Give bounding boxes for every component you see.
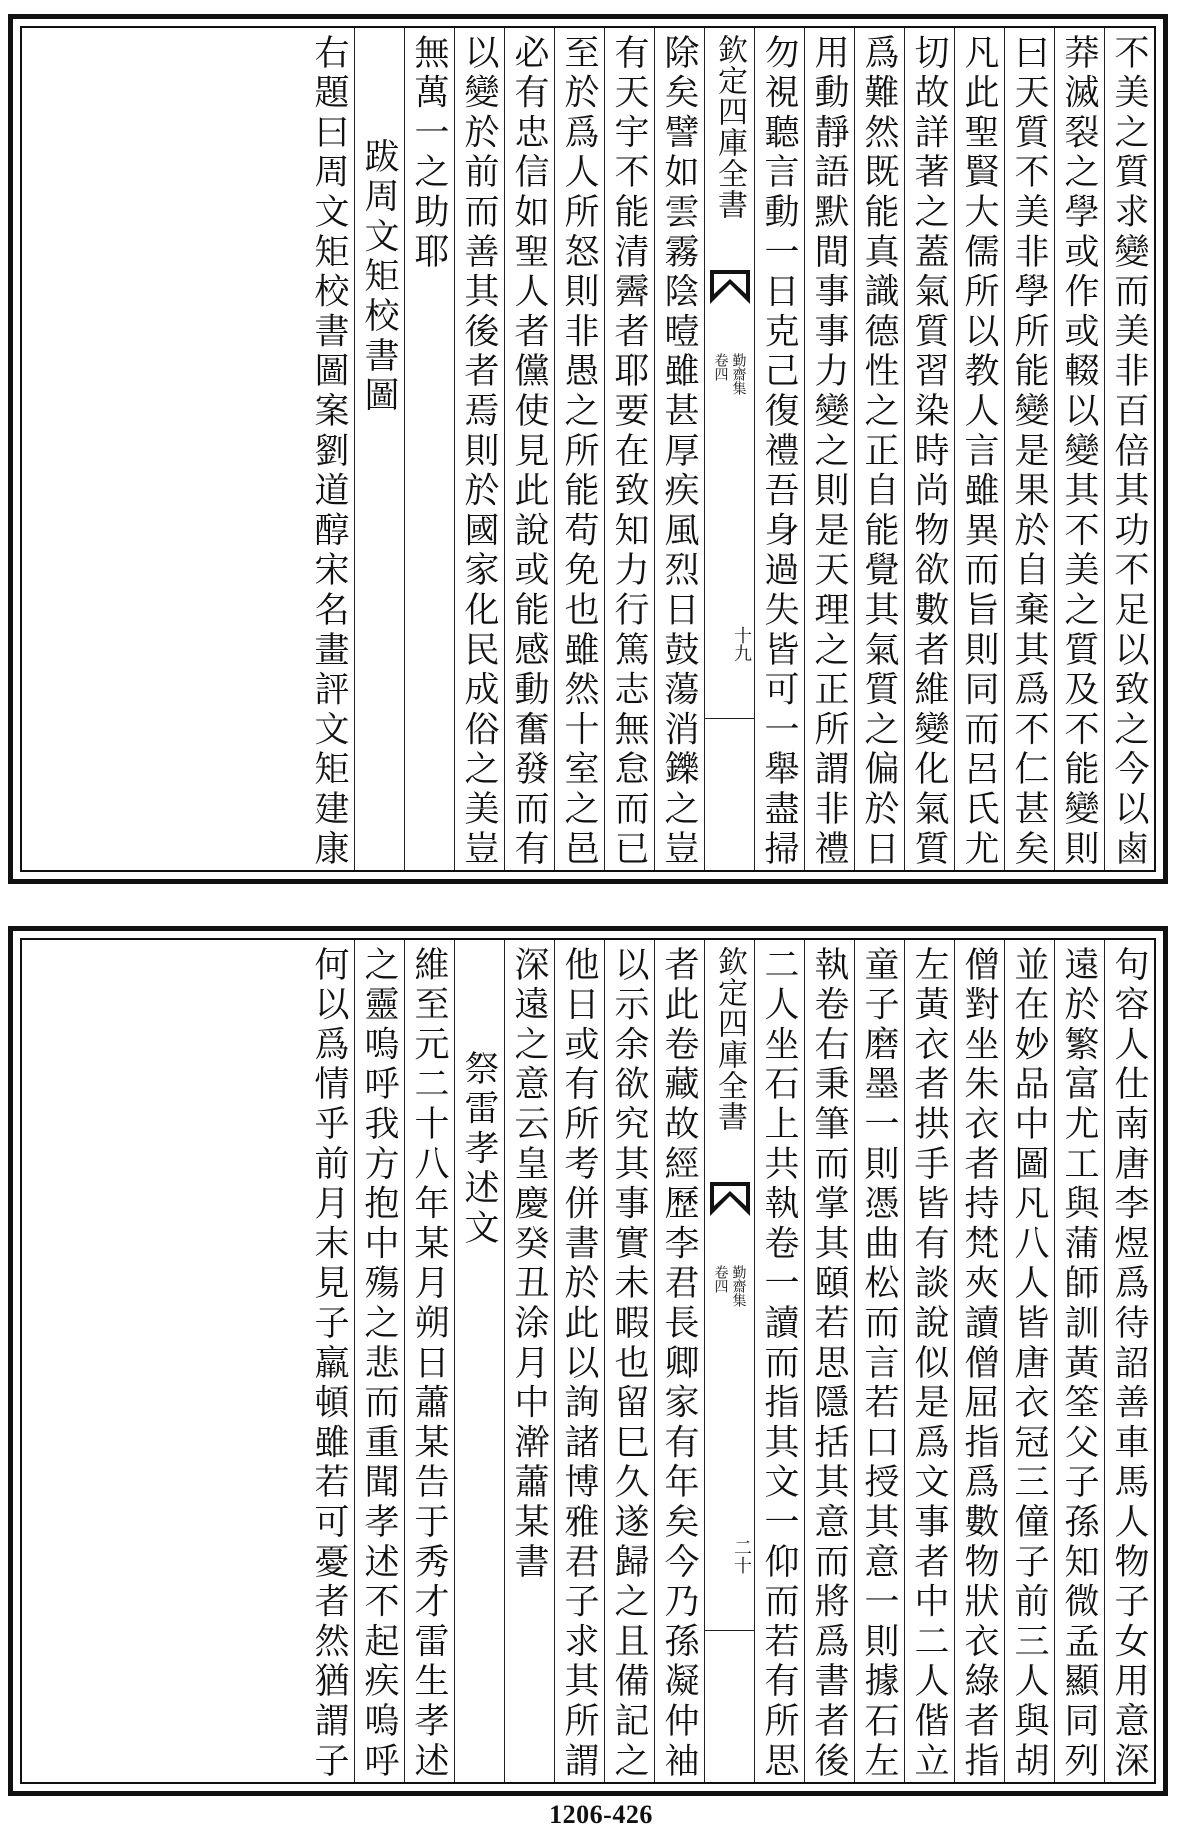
bottom-page xyxy=(8,926,1168,1796)
collection-title: 欽定四庫全書 xyxy=(712,34,747,220)
page-center-strip xyxy=(704,940,754,1782)
volume-name: 卷四 xyxy=(712,353,729,381)
text-column: 除矣譬如雲霧陰曀雖甚厚疾風烈日鼓蕩消鑠之豈 xyxy=(654,28,704,870)
bottom-page-text-area xyxy=(20,938,1156,1784)
fish-tail-mark-icon xyxy=(710,1182,750,1216)
text-column: 何以爲情乎前月末見子羸頓雖若可憂者然猶謂子 xyxy=(309,946,349,1782)
text-column: 有天宇不能清霽者耶要在致知力行篤志無怠而已 xyxy=(604,28,654,870)
text-column: 左黃衣者拱手皆有談說似是爲文事者中二人偕立 xyxy=(904,940,954,1782)
text-column: 句容人仕南唐李煜爲待詔善車馬人物子女用意深 xyxy=(1104,940,1154,1782)
page-identifier: 1206-426 xyxy=(549,1800,653,1829)
page-center-strip xyxy=(704,28,754,870)
text-column: 凡此聖賢大儒所以教人言雖異而旨則同而呂氏尤 xyxy=(954,28,1004,870)
folio-number: 二十 xyxy=(731,1538,752,1574)
text-column: 勿視聽言動一日克己復禮吾身過失皆可一舉盡掃 xyxy=(754,28,804,870)
text-column: 維至元二十八年某月朔日蕭某告于秀才雷生孝述 xyxy=(404,940,454,1782)
text-column: 以變於前而善其後者焉則於國家化民成俗之美豈 xyxy=(454,28,504,870)
top-page-text-area xyxy=(20,26,1156,872)
volume-name: 卷四 xyxy=(712,1265,729,1293)
text-column: 之靈嗚呼我方抱中殤之悲而重聞孝述不起疾嗚呼 xyxy=(354,940,404,1782)
book-and-volume xyxy=(705,1265,754,1307)
text-column: 用動靜語默間事事力變之則是天理之正所謂非禮 xyxy=(804,28,854,870)
section-title: 祭雷孝述文 xyxy=(454,940,504,1782)
text-column: 者此卷藏故經歷李君長卿家有年矣今乃孫凝仲袖 xyxy=(654,940,704,1782)
center-divider xyxy=(705,718,754,719)
section-title: 跋周文矩校書圖 xyxy=(354,28,404,870)
book-and-volume xyxy=(705,353,754,395)
text-column: 以示余欲究其事實未暇也留巳久遂歸之且備記之 xyxy=(604,940,654,1782)
text-column: 不美之質求變而美非百倍其功不足以致之今以鹵 xyxy=(1104,28,1154,870)
text-column: 必有忠信如聖人者儻使見此說或能感動奮發而有 xyxy=(504,28,554,870)
text-column: 童子磨墨一則憑曲松而言若口授其意一則據石左 xyxy=(854,940,904,1782)
text-column: 執卷右秉筆而掌其頤若思隱括其意而將爲書者後 xyxy=(804,940,854,1782)
text-column: 無萬一之助耶 xyxy=(404,28,454,870)
text-column: 切故詳著之蓋氣質習染時尚物欲數者維變化氣質 xyxy=(904,28,954,870)
top-page xyxy=(8,14,1168,884)
text-column: 遠於繁富尤工與蒲師訓黃筌父子孫知微孟顯同列 xyxy=(1054,940,1104,1782)
collection-title: 欽定四庫全書 xyxy=(712,946,747,1132)
text-column: 爲難然既能真識德性之正自能覺其氣質之偏於日 xyxy=(854,28,904,870)
text-column: 二人坐石上共執卷一讀而指其文一仰而若有所思 xyxy=(754,940,804,1782)
book-name: 勤齋集 xyxy=(730,353,747,395)
folio-number: 十九 xyxy=(731,626,752,662)
text-column: 深遠之意云皇慶癸丑涂月中澣蕭某書 xyxy=(504,940,554,1782)
text-column: 並在妙品中圖凡八人皆唐衣冠三僮子前三人與胡 xyxy=(1004,940,1054,1782)
center-divider xyxy=(705,1630,754,1631)
text-column: 右題曰周文矩校書圖案劉道醇宋名畫評文矩建康 xyxy=(309,34,349,870)
fish-tail-mark-icon xyxy=(710,270,750,304)
text-column: 僧對坐朱衣者持梵夾讀僧屈指爲數物狀衣綠者指 xyxy=(954,940,1004,1782)
text-column: 他日或有所考併書於此以詢諸博雅君子求其所謂 xyxy=(554,940,604,1782)
text-column: 莽滅裂之學或作或輟以變其不美之質及不能變則 xyxy=(1054,28,1104,870)
book-name: 勤齋集 xyxy=(730,1265,747,1307)
text-column: 至於爲人所怒則非愚之所能苟免也雖然十室之邑 xyxy=(554,28,604,870)
text-column: 曰天質不美非學所能變是果於自棄其爲不仁甚矣 xyxy=(1004,28,1054,870)
